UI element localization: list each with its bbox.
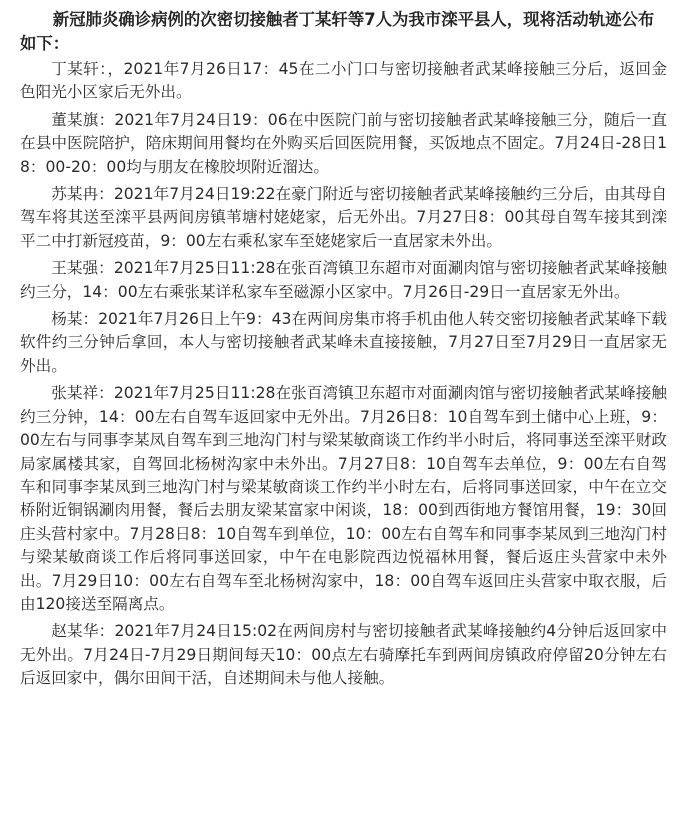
paragraph-yang: 杨某：2021年7月26日上午9：43在两间房集市将手机由他人转交密切接触者武某峰下载软件约三分钟后拿回，本人与密切接触者武某峰未直接接触，7月27日至7月29日一直居家无外出。 <box>20 310 667 375</box>
paragraph-wang: 王某强：2021年7月25日11:28在张百湾镇卫东超市对面涮肉馆与密切接触者武某峰接触约三分，14：00左右乘张某详私家车至磁源小区家中。7月26日-29日一直居家无外出。 <box>20 259 667 301</box>
paragraph-ding: 丁某轩：，2021年7月26日17：45在二小门口与密切接触者武某峰接触三分后，返回金色阳光小区家后无外出。 <box>20 60 667 102</box>
paragraph-dong: 董某旗：2021年7月24日19：06在中医院门前与密切接触者武某峰接触三分，随后一直在县中医院陪护，陪床期间用餐均在外购买后回医院用餐，买饭地点不固定。7月24日-28日18：00-20：00均与朋友在橡胶坝附近溜达。 <box>20 110 667 176</box>
paragraph-zhao: 赵某华：2021年7月24日15:02在两间房村与密切接触者武某峰接触约4分钟后返回家中无外出。7月24日-7月29日期间每天10：00点左右骑摩托车到两间房镇政府停留20分钟左右后返回家中，偶尔田间干活，自述期间未与他人接触。 <box>20 622 667 688</box>
notice-title: 新冠肺炎确诊病例的次密切接触者丁某轩等7人为我市滦平县人，现将活动轨迹公布如下： <box>20 10 655 53</box>
paragraph-zhang: 张某祥：2021年7月25日11:28在张百湾镇卫东超市对面涮肉馆与密切接触者武某峰接触约三分钟，14：00左右自驾车返回家中无外出。7月26日8：10自驾车到土储中心上班，9：00左右与同事李某凤自驾车到三地沟门村与梁某敏商谈工作约半小时后，将同事送至滦平财政局家属楼其家，自驾回北杨树沟家中未外出。7月27日8：10自驾车去单位，9：00左右自驾车和同事李某凤到三地沟门村与梁某敏商谈工作约半小时左右，后将同事送回家，中午在立交桥附近铜锅涮肉用餐，餐后去朋友梁某富家中闲谈，18：00到西街地方餐馆用餐，19：30回庄头营村家中。7月28日8：10自驾车到单位，10：00左右自驾车和同事李某凤到三地沟门村与梁某敏商谈工作后将同事送回家，中午在电影院西边悦福林用餐，餐后返庄头营家中未外出。7月29日10：00左右自驾车至北杨树沟家中，18：00自驾车返回庄头营家中取衣服，后由120接送至隔离点。 <box>20 384 667 613</box>
paragraph-su: 苏某冉：2021年7月24日19:22在豪门附近与密切接触者武某峰接触约三分后，由其母自驾车将其送至滦平县两间房镇苇塘村姥姥家，后无外出。7月27日8：00其母自驾车接其到滦平二中打新冠疫苗，9：00左右乘私家车至姥姥家后一直居家未外出。 <box>20 185 667 250</box>
